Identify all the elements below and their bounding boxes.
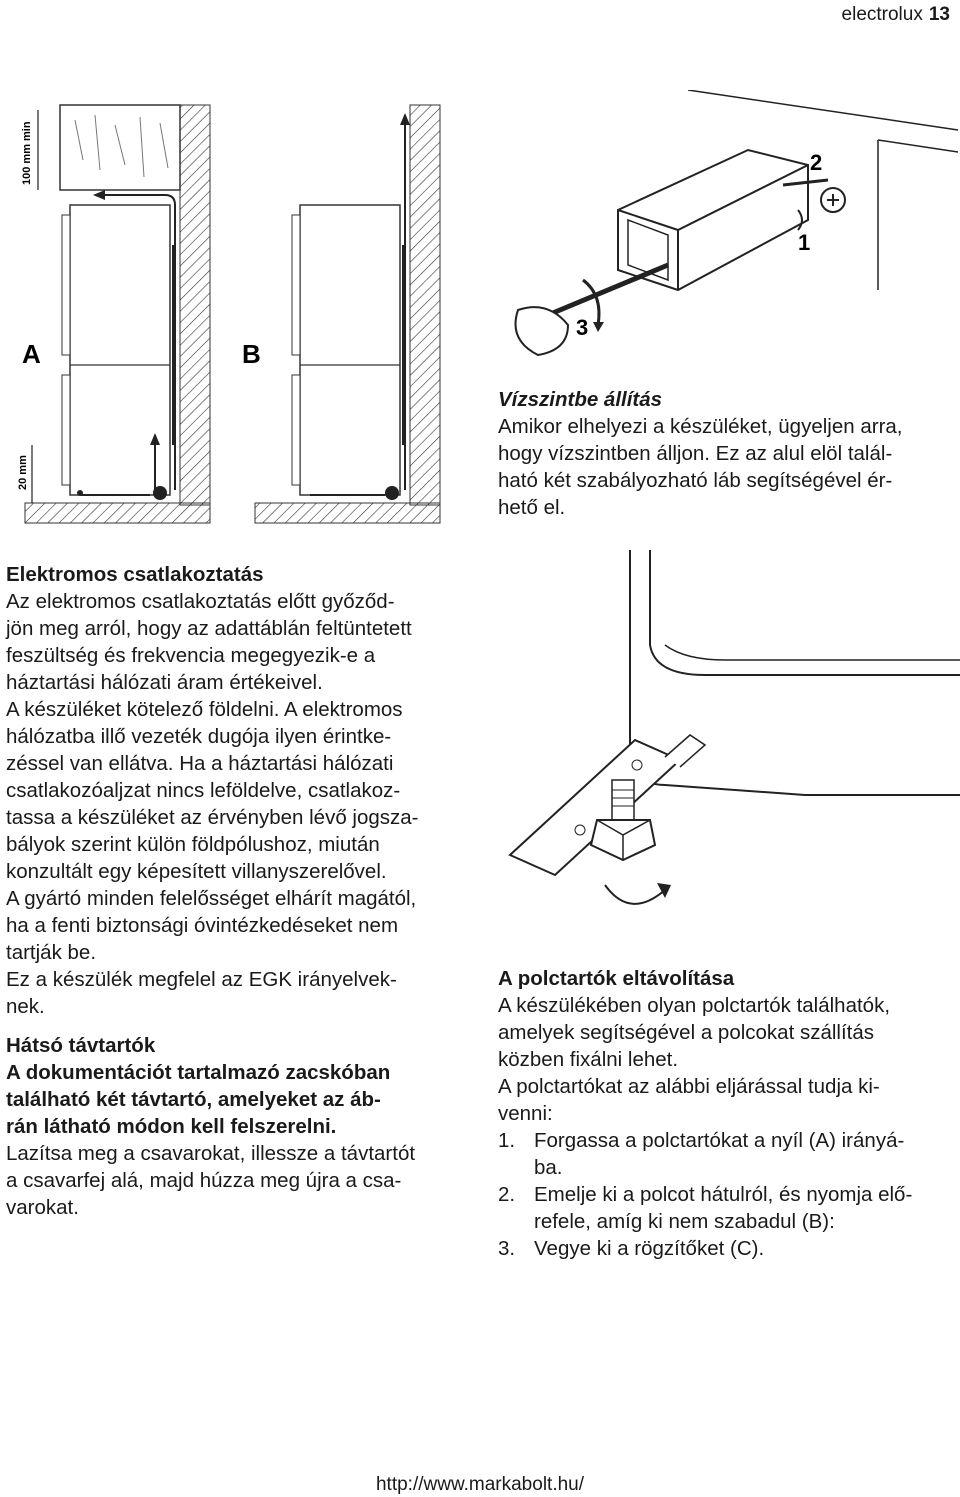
callout-3: 3 <box>576 315 589 340</box>
spacers-bold-line: A dokumentációt tartalmazó zacskóban <box>6 1061 391 1084</box>
list-item <box>498 1235 958 1262</box>
spacers-line: varokat. <box>6 1196 79 1219</box>
electrical-line: tartják be. <box>6 941 97 964</box>
electrical-line: zéssel van ellátva. Ha a háztartási hálózati <box>6 752 394 775</box>
spacer-figure <box>498 90 958 380</box>
electrical-line: jön meg arról, hogy az adattáblán feltüntetett <box>6 617 412 640</box>
shelf-line: közben fixálni lehet. <box>498 1048 679 1071</box>
leveling-section <box>498 386 958 521</box>
step-line: Emelje ki a polcot hátulról, és nyomja elő- <box>534 1183 913 1206</box>
page-header <box>842 4 950 26</box>
electrical-line: A készüléket kötelező földelni. A elektromos <box>6 698 403 721</box>
electrical-line: háztartási hálózati áram értékeivel. <box>6 671 323 694</box>
spacers-line: a csavarfej alá, majd húzza meg újra a csa- <box>6 1169 402 1192</box>
step-line: ba. <box>534 1156 563 1179</box>
electrical-line: Ez a készülék megfelel az EGK irányelvek- <box>6 968 397 991</box>
electrical-line: hálózatba illő vezeték dugója ilyen érintke- <box>6 725 392 748</box>
electrical-line: A gyártó minden felelősséget elhárít magától, <box>6 887 417 910</box>
leveling-line: ható két szabályozható láb segítségével ér- <box>498 469 893 492</box>
dim-bottom-label: 20 mm <box>17 455 29 490</box>
step-line: refele, amíg ki nem szabadul (B): <box>534 1210 835 1233</box>
step-number: 2. <box>498 1183 516 1206</box>
electrical-line: tassa a készüléket az érvényben lévő jogsza- <box>6 806 419 829</box>
shelf-line: A polctartókat az alábbi eljárással tudja ki- <box>498 1075 880 1098</box>
shelf-heading: A polctartók eltávolítása <box>498 967 735 990</box>
leveling-foot-figure <box>505 545 960 935</box>
electrical-heading: Elektromos csatlakoztatás <box>6 563 264 586</box>
clearance-figure <box>0 95 450 525</box>
step-number: 1. <box>498 1129 516 1152</box>
spacers-bold-line: található két távtartó, amelyeket az áb- <box>6 1088 381 1111</box>
page-number: 13 <box>928 4 950 25</box>
electrical-section <box>6 561 486 1221</box>
callout-1: 1 <box>798 230 811 255</box>
brand-name: electrolux <box>841 4 923 25</box>
footer-url: http://www.markabolt.hu/ <box>375 1474 585 1495</box>
list-item <box>498 1127 958 1181</box>
label-b: B <box>242 339 261 369</box>
spacers-line: Lazítsa meg a csavarokat, illessze a távtartót <box>6 1142 416 1165</box>
steps-list <box>498 1127 958 1262</box>
shelf-line: amelyek segítségével a polcokat szállítás <box>498 1021 875 1044</box>
dim-top-label: 100 mm min <box>21 121 33 185</box>
electrical-line: feszültség és frekvencia megegyezik-e a <box>6 644 376 667</box>
step-line: Forgassa a polctartókat a nyíl (A) irányá- <box>534 1129 905 1152</box>
leveling-line: hető el. <box>498 496 566 519</box>
leveling-line: Amikor elhelyezi a készüléket, ügyeljen arra, <box>498 415 903 438</box>
shelf-line: venni: <box>498 1102 553 1125</box>
electrical-line: Az elektromos csatlakoztatás előtt győződ- <box>6 590 395 613</box>
spacers-bold-line: rán látható módon kell felszerelni. <box>6 1115 337 1138</box>
shelf-line: A készülékében olyan polctartók találhatók, <box>498 994 891 1017</box>
electrical-line: konzultált egy képesített villanyszerelővel. <box>6 860 387 883</box>
step-number: 3. <box>498 1237 516 1260</box>
shelf-supports-section <box>498 965 958 1262</box>
leveling-line: hogy vízszintben álljon. Ez az alul elöl talál- <box>498 442 893 465</box>
spacers-heading: Hátsó távtartók <box>6 1034 156 1057</box>
callout-2: 2 <box>810 150 823 175</box>
step-line: Vegye ki a rögzítőket (C). <box>534 1237 765 1260</box>
electrical-line: ha a fenti biztonsági óvintézkedéseket nem <box>6 914 399 937</box>
leveling-heading: Vízszintbe állítás <box>498 388 663 411</box>
electrical-line: csatlakozóaljzat nincs leföldelve, csatlakoz- <box>6 779 401 802</box>
list-item <box>498 1181 958 1235</box>
label-a: A <box>22 339 41 369</box>
electrical-line: nek. <box>6 995 45 1018</box>
electrical-line: bályok szerint külön földpólushoz, miután <box>6 833 380 856</box>
